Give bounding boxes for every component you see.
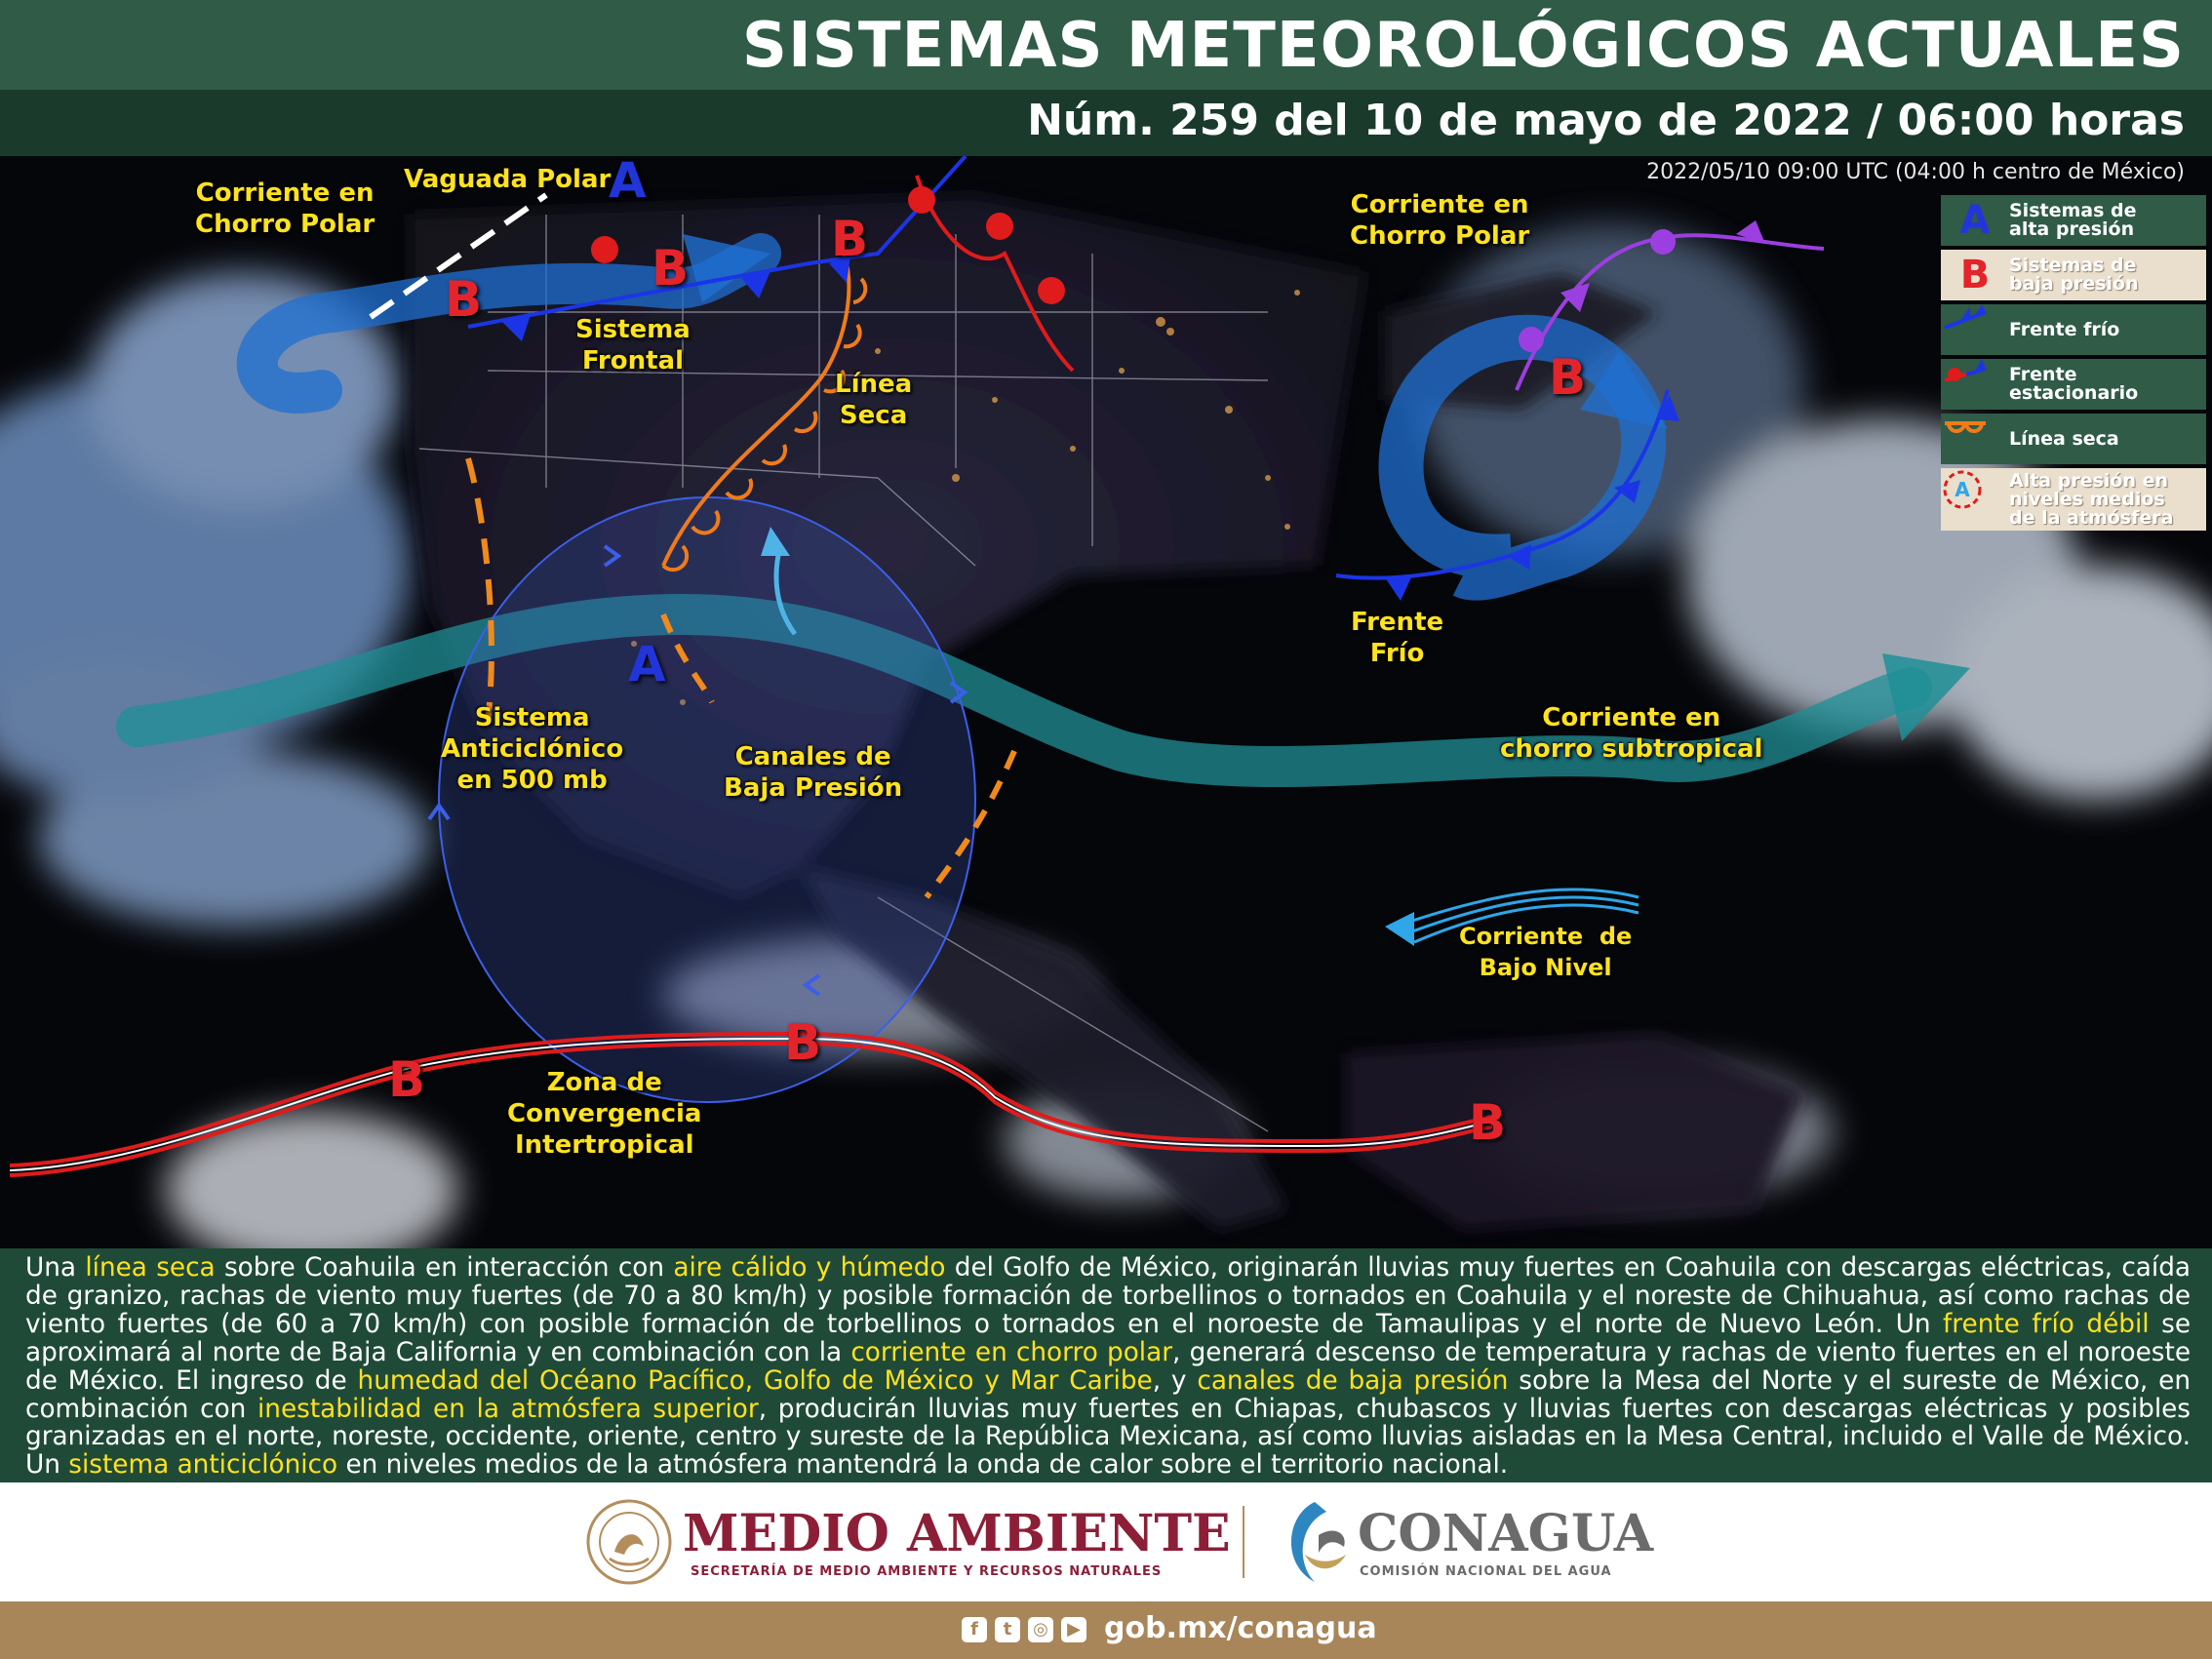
conagua-logo-text: CONAGUA [1358,1504,1654,1563]
label-sistema-frontal: Sistema Frontal [575,315,691,375]
mexico-seal-icon [585,1498,673,1586]
high-pressure-symbol: A [628,636,666,692]
stationary-front-icon [1941,359,2009,410]
facebook-icon[interactable]: f [962,1617,987,1642]
bulletin-segment: se aproximará al norte de Baja California y en combinación con la [25,1309,2191,1367]
satellite-timestamp: 2022/05/10 09:00 UTC (04:00 h centro de México) [1646,160,2185,184]
legend-item-dry-line: Línea seca [1941,414,2206,464]
cold-front-icon [1941,304,2009,355]
low-pressure-symbol: B [445,271,483,328]
bulletin-highlight: canales de baja presión [1197,1365,1509,1396]
conagua-subtitle: COMISIÓN NACIONAL DEL AGUA [1360,1564,1612,1579]
label-corriente-bajo-nivel: Corriente de Bajo Nivel [1459,923,1633,981]
bulletin-number-date: Núm. 259 del 10 de mayo de 2022 / 06:00 horas [1027,96,2185,145]
legend-item-high: A Sistemas de alta presión [1941,195,2206,246]
footer-bar [0,1601,2212,1659]
low-pressure-symbol: B [1469,1094,1507,1151]
social-links [962,1617,1086,1642]
low-pressure-symbol: B [784,1014,822,1071]
dry-line-icon [1941,414,2009,464]
low-pressure-symbol: B [652,240,690,296]
footer-logos [0,1482,2212,1601]
youtube-icon[interactable]: ▶ [1061,1617,1086,1642]
label-canales-baja-presion: Canales de Baja Presión [724,742,903,803]
label-vaguada-polar: Vaguada Polar [404,165,612,194]
bulletin-highlight: línea seca [85,1253,216,1283]
label-chorro-subtropical: Corriente en chorro subtropical [1500,703,1763,764]
label-frente-frio: Frente Frío [1351,608,1444,668]
low-pressure-symbol: B [1549,349,1587,406]
sema-subtitle: SECRETARÍA DE MEDIO AMBIENTE Y RECURSOS NATURALES [691,1564,1163,1579]
svg-text:A: A [1955,478,1970,501]
midlevel-high-icon [1941,474,2009,525]
low-pressure-symbol: B [388,1051,426,1108]
label-zona-convergencia: Zona de Convergencia Intertropical [507,1068,702,1160]
bulletin-segment: sobre Coahuila en interacción con [215,1253,674,1283]
high-pressure-icon: A [1959,198,1991,243]
bulletin-segment: Una [25,1253,86,1283]
bulletin-highlight: corriente en chorro polar [850,1337,1173,1367]
low-pressure-icon: B [1959,253,1991,297]
bulletin-segment: , generará descenso de temperatura y rachas de viento fuertes en el noroeste de México. El ingreso de [25,1337,2192,1396]
bulletin-text [25,1254,2191,1480]
bulletin-highlight: sistema anticiclónico [68,1450,338,1481]
bulletin-segment: , y [1152,1365,1198,1396]
twitter-icon[interactable]: t [995,1617,1020,1642]
bulletin-segment: sobre la Mesa del Norte y el sureste de México, en combinación con [25,1365,2191,1424]
website-link[interactable]: gob.mx/conagua [1104,1611,1377,1645]
instagram-icon[interactable]: ◎ [1028,1617,1053,1642]
label-chorro-polar-east: Corriente en Chorro Polar [1350,190,1530,251]
low-pressure-symbol: B [831,211,869,267]
legend-item-cold-front: Frente frío [1941,304,2206,355]
page-title: SISTEMAS METEOROLÓGICOS ACTUALES [741,10,2185,82]
map-background [0,156,2212,1248]
legend-item-stationary-front: Frente estacionario [1941,359,2206,410]
conagua-logo-icon [1276,1496,1354,1588]
label-linea-seca: Línea Seca [835,370,913,430]
bulletin-segment: del Golfo de México, originarán lluvias muy fuertes en Coahuila con descargas eléctricas, caída de granizo, rachas de viento muy fuertes (de 70 a 80 km/h) y posible formación de torbellinos o tornados en Coahuila y el noreste de Chihuahua, así como rachas de viento fuertes (de 60 a 70 km/h) con posible formación de torbellinos o tornados en el noroeste de Tamaulipas y el norte de Nuevo León. Un [25,1253,2191,1339]
bulletin-segment: en niveles medios de la atmósfera mantendrá la onda de calor sobre el territorio nacional. [337,1450,1509,1481]
label-sistema-anticiclonico: Sistema Anticiclónico en 500 mb [441,703,624,795]
subheader-bar [0,90,2212,156]
bulletin-highlight: frente frío débil [1943,1309,2150,1339]
bulletin-highlight: aire cálido y húmedo [673,1253,946,1283]
bulletin-highlight: inestabilidad en la atmósfera superior [257,1394,759,1424]
header-bar [0,0,2212,90]
high-pressure-symbol: A [609,156,647,209]
map-legend [1941,195,2206,534]
legend-item-midlevel-high: A Alta presión en niveles medios de la atmósfera [1941,468,2206,531]
satellite-map [0,156,2212,1248]
sema-logo-text: MEDIO AMBIENTE [683,1504,1231,1563]
bulletin-segment: , producirán lluvias muy fuertes en Chiapas, chubascos y lluvias fuertes con descargas eléctricas y posibles granizadas en el norte, noreste, occidente, oriente, centro y sureste de la República Mexicana, así como lluvias aisladas en la Mesa Central, incluido el Valle de México. Un [25,1394,2191,1481]
bulletin-highlight: humedad del Océano Pacífico, Golfo de México y Mar Caribe [357,1365,1153,1396]
forecast-bulletin [0,1248,2212,1482]
legend-item-low: B Sistemas de baja presión [1941,250,2206,300]
label-chorro-polar-west: Corriente en Chorro Polar [195,178,375,239]
logo-separator [1243,1506,1244,1578]
